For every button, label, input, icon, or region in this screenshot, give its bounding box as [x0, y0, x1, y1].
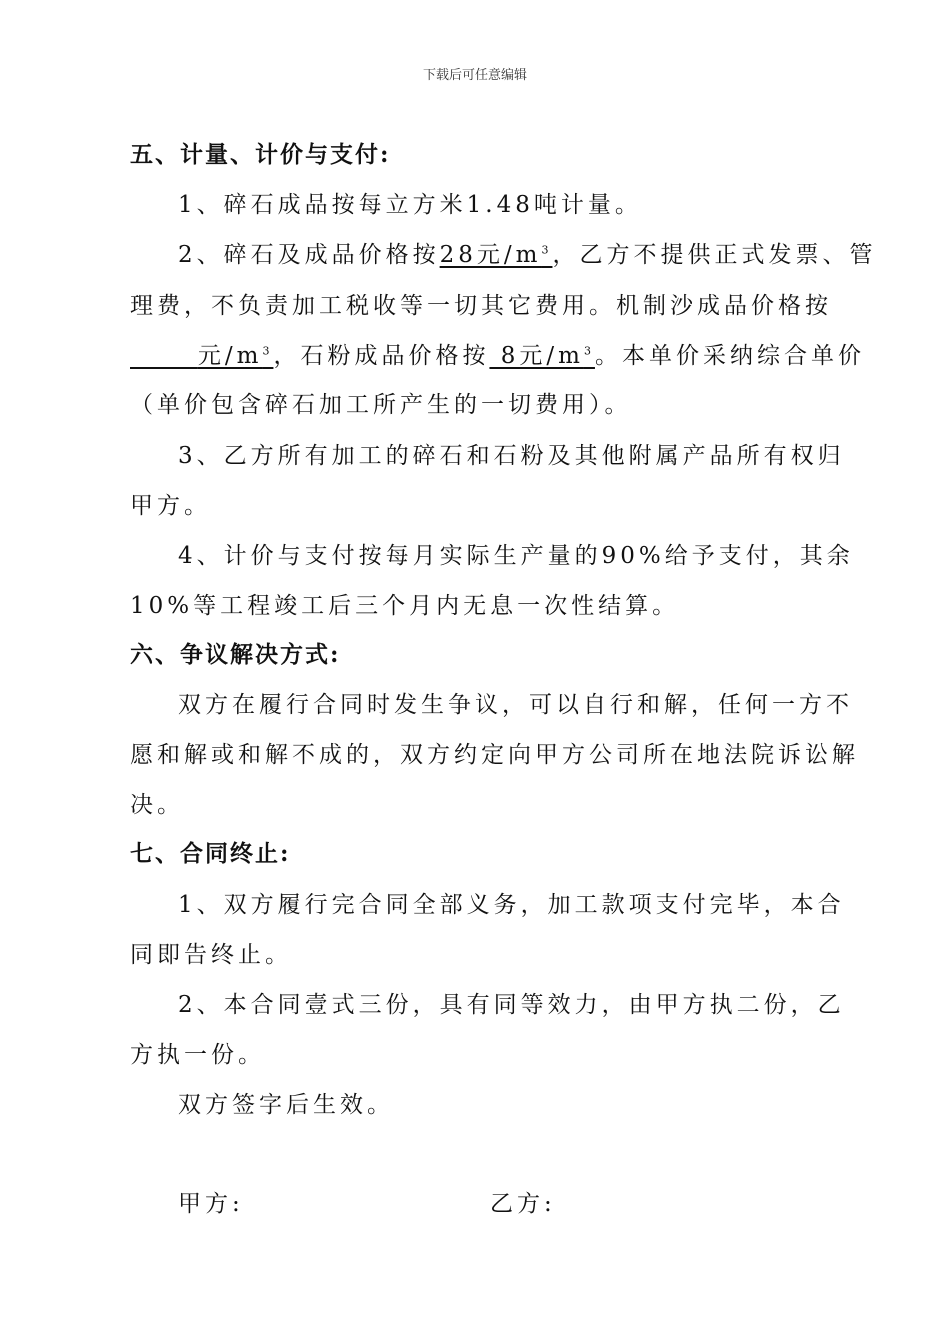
- section5-heading: 五、计量、计价与支付:: [130, 141, 391, 168]
- section6-line1: 双方在履行合同时发生争议，可以自行和解，任何一方不: [178, 692, 853, 718]
- section7-item1-line2: 同即告终止。: [130, 942, 292, 968]
- section5-item1: 1、碎石成品按每立方米1.48吨计量。: [178, 192, 642, 218]
- section6-line3: 决。: [130, 792, 184, 818]
- section7-heading: 七、合同终止:: [130, 840, 291, 867]
- signature-party-b: 乙方:: [490, 1191, 556, 1217]
- section7-item2-line2: 方执一份。: [130, 1042, 265, 1068]
- item2-line1-rest: ，乙方不提供正式发票、管: [552, 242, 877, 268]
- section5-item2-line4: （单价包含碎石加工所产生的一切费用）。: [130, 392, 632, 418]
- price-sand: 元$/m^3$: [197, 343, 274, 369]
- section6-line2: 愿和解或和解不成的，双方约定向甲方公司所在地法院诉讼解: [130, 742, 859, 768]
- price-powder: 8元$/m^3$: [489, 343, 595, 369]
- section5-item4-line1: 4、计价与支付按每月实际生产量的90%给予支付，其余: [178, 543, 854, 569]
- section5-item2-line2: 理费，不负责加工税收等一切其它费用。机制沙成品价格按: [130, 293, 832, 319]
- item2-line3-rest: 。本单价采纳综合单价: [594, 343, 865, 369]
- section7-item1-line1: 1、双方履行完合同全部义务，加工款项支付完毕，本合: [178, 892, 845, 918]
- section5-item2-line3: [130, 337, 865, 370]
- section7-effective: 双方签字后生效。: [178, 1092, 394, 1118]
- header-note: 下载后可任意编辑: [422, 68, 527, 83]
- item2-mid: ，石粉成品价格按: [273, 343, 490, 369]
- section5-item4-line2: 10%等工程竣工后三个月内无息一次性结算。: [130, 593, 680, 619]
- section5-item2-line1: [178, 236, 877, 269]
- item2-prefix: 2、碎石及成品价格按: [178, 242, 440, 268]
- section6-heading: 六、争议解决方式:: [130, 641, 341, 668]
- signature-party-a: 甲方:: [178, 1191, 244, 1217]
- section5-item3-line1: 3、乙方所有加工的碎石和石粉及其他附属产品所有权归: [178, 443, 845, 469]
- section5-item3-line2: 甲方。: [130, 493, 211, 519]
- price-gravel: 28元$/m^3$: [439, 242, 553, 268]
- section7-item2-line1: 2、本合同壹式三份，具有同等效力，由甲方执二份，乙: [178, 992, 845, 1018]
